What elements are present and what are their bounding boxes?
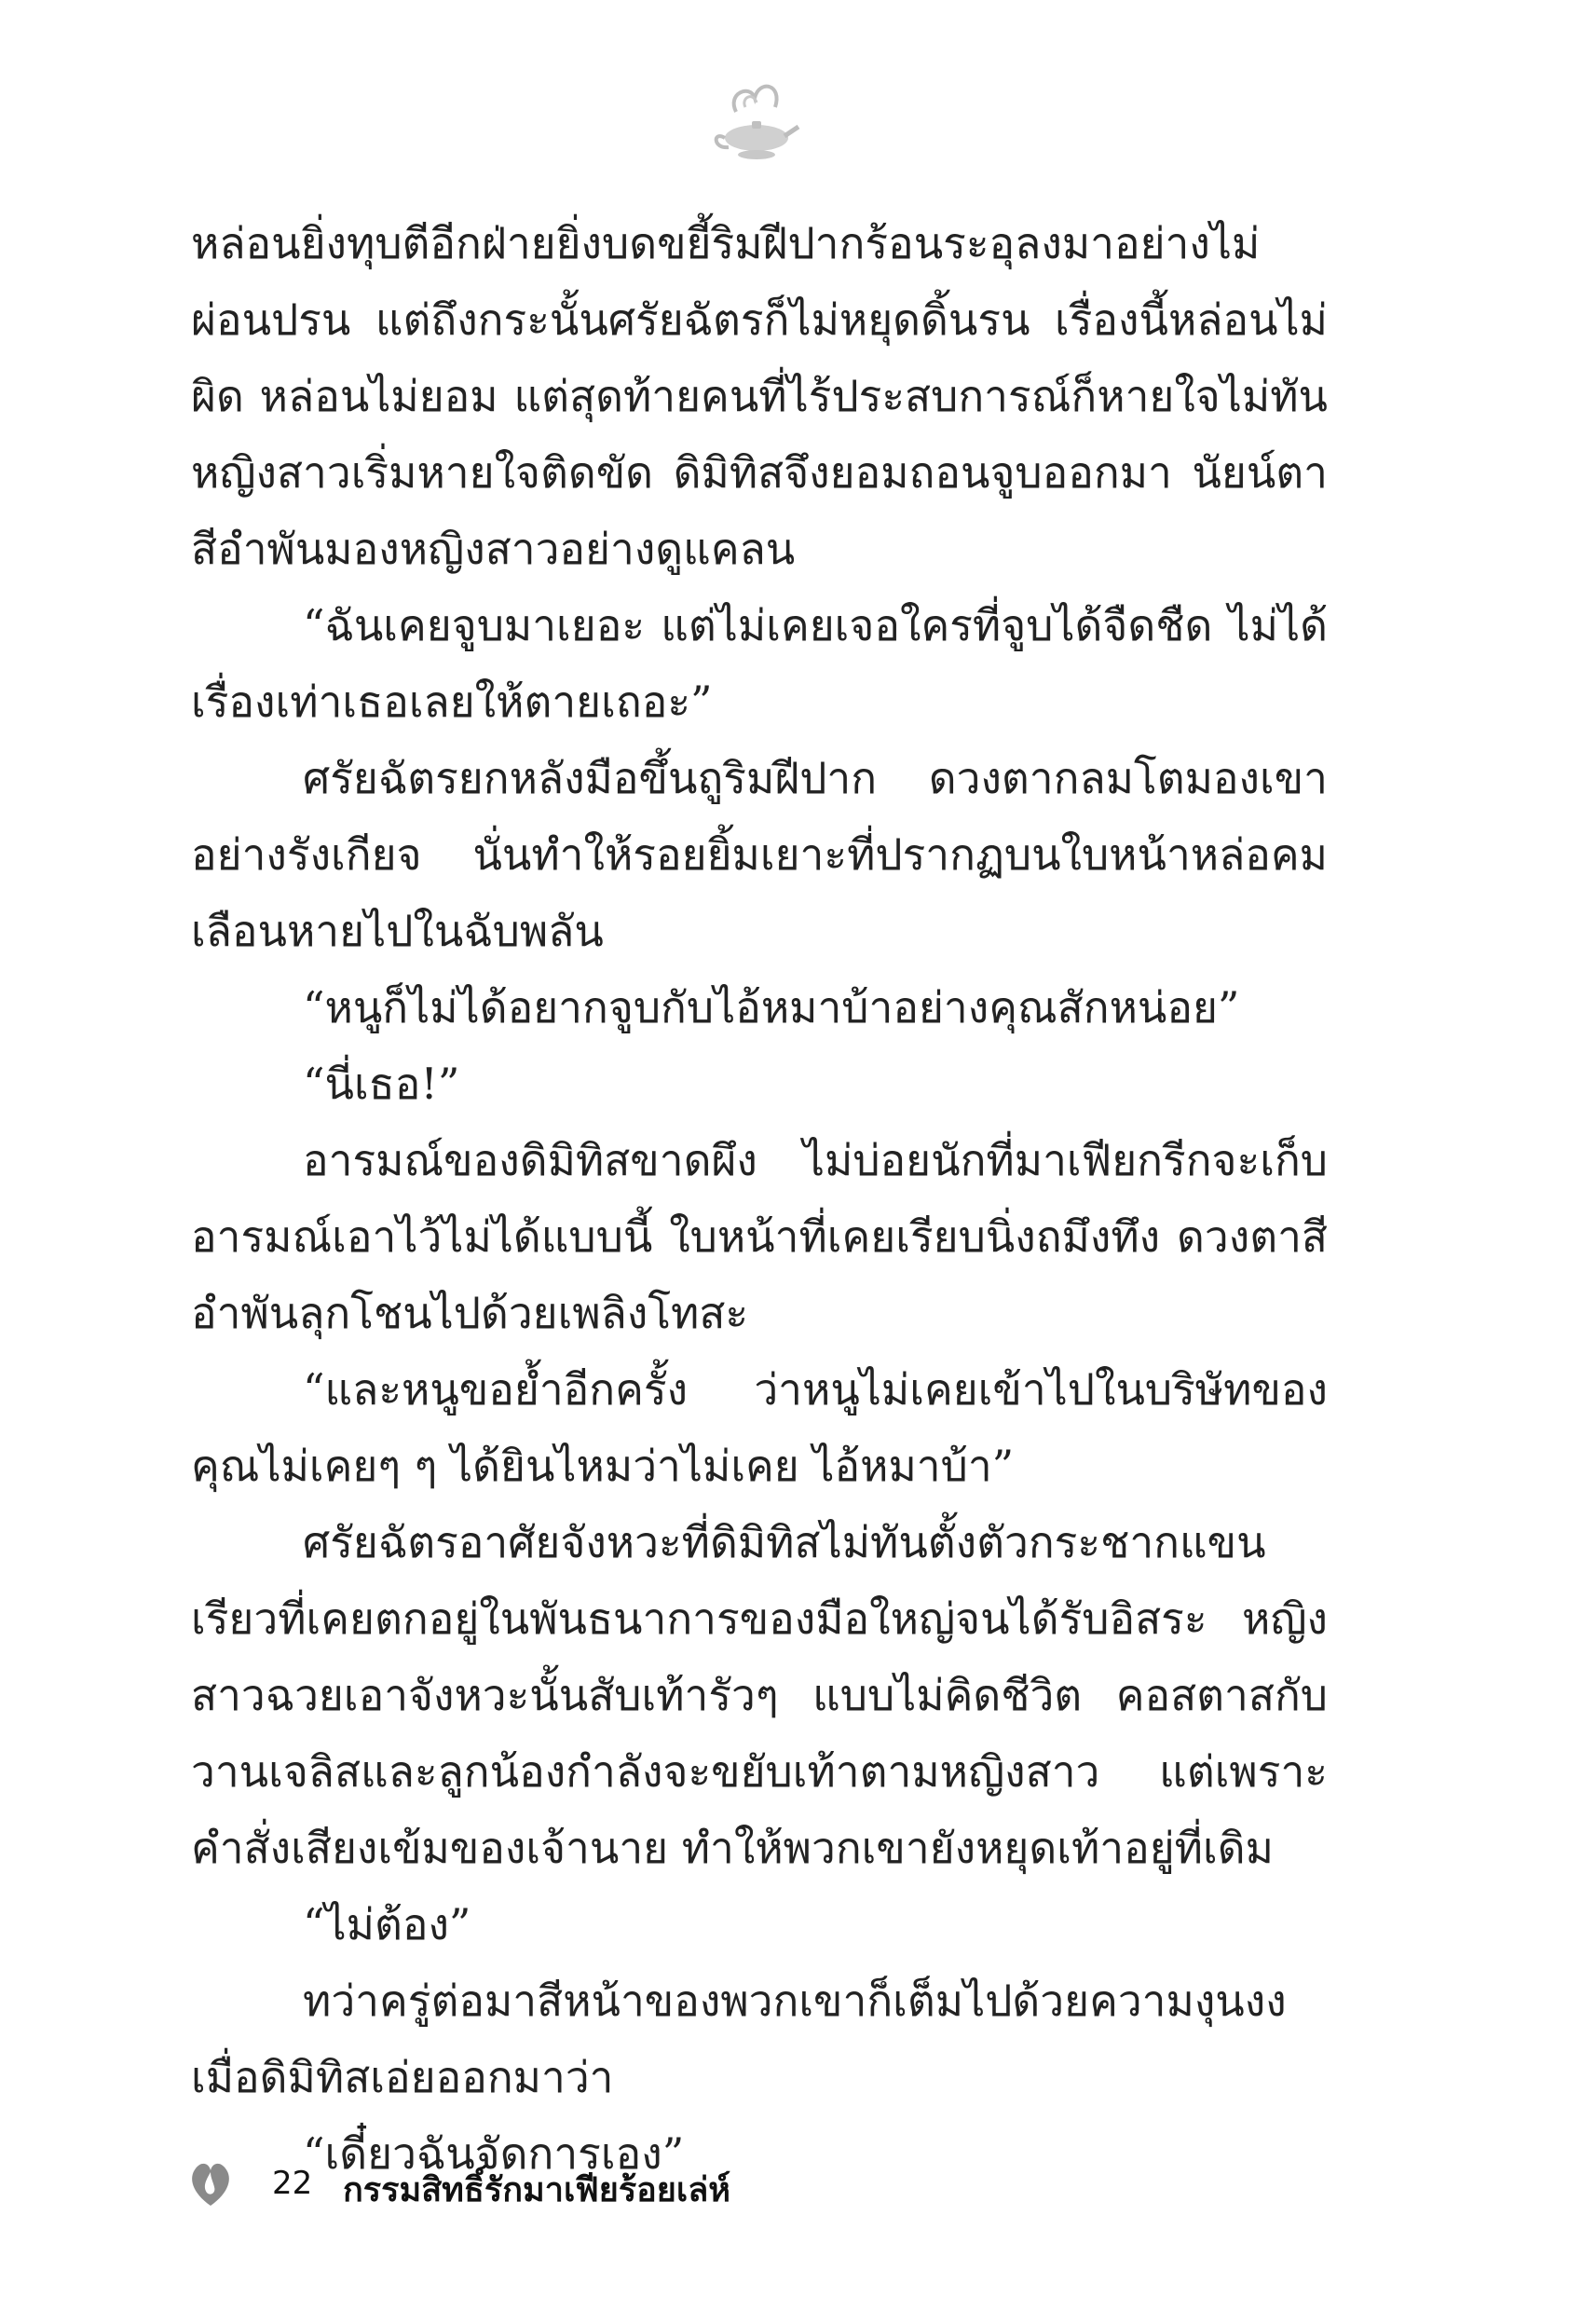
footer bbox=[186, 2157, 1025, 2213]
body-text bbox=[191, 205, 1328, 2192]
paragraph: ทว่าครู่ต่อมาสีหน้าของพวกเขาก็เต็มไปด้วยความงุนงงเมื่อดิมิทิสเอ่ยออกมาว่า bbox=[191, 1976, 1287, 2102]
paragraph: “ฉันเคยจูบมาเยอะ แต่ไม่เคยเจอใครที่จูบได้จืดชืด ไม่ได้เรื่องเท่าเธอเลยให้ตายเถอะ” bbox=[191, 600, 1328, 727]
paragraph: อารมณ์ของดิมิทิสขาดผึง ไม่บ่อยนักที่มาเฟียกรีกจะเก็บอารมณ์เอาไว้ไม่ได้แบบนี้ ใบหน้าที่เคยเรียบนิ่งถมึงทึง ดวงตาสีอำพันลุกโชนไปด้วยเพลิงโทสะ bbox=[191, 1135, 1328, 1338]
paragraph: “เดี๋ยวฉันจัดการเอง” bbox=[303, 2128, 685, 2179]
paragraph: “และหนูขอย้ำอีกครั้ง ว่าหนูไม่เคยเข้าไปในบริษัทของคุณไม่เคยๆ ๆ ได้ยินไหมว่าไม่เคย ไอ้หมาบ้า” bbox=[191, 1364, 1328, 1491]
paragraph: ศรัยฉัตรอาศัยจังหวะที่ดิมิทิสไม่ทันตั้งตัวกระชากแขนเรียวที่เคยตกอยู่ในพันธนาการของมือใหญ่จนได้รับอิสระ หญิงสาวฉวยเอาจังหวะนั้นสับเท้ารัวๆ แบบไม่คิดชีวิต คอสตาสกับวานเจลิสและลูกน้องกำลังจะขยับเท้าตามหญิงสาว แต่เพราะคำสั่งเสียงเข้มของเจ้านาย ทำให้พวกเขายังหยุดเท้าอยู่ที่เดิม bbox=[191, 1517, 1328, 1873]
paragraph: ศรัยฉัตรยกหลังมือขึ้นถูริมฝีปาก ดวงตากลมโตมองเขาอย่างรังเกียจ นั่นทำให้รอยยิ้มเยาะที่ปรากฏบนใบหน้าหล่อคมเลือนหายไปในฉับพลัน bbox=[191, 753, 1328, 956]
paragraph: หล่อนยิ่งทุบตีอีกฝ่ายยิ่งบดขยี้ริมฝีปากร้อนระอุลงมาอย่างไม่ผ่อนปรน แต่ถึงกระนั้นศรัยฉัตรก็ไม่หยุดดิ้นรน เรื่องนี้หล่อนไม่ผิด หล่อนไม่ยอม แต่สุดท้ายคนที่ไร้ประสบการณ์ก็หายใจไม่ทันหญิงสาวเริ่มหายใจติดขัด ดิมิทิสจึงยอมถอนจูบออกมา นัยน์ตาสีอำพันมองหญิงสาวอย่างดูแคลน bbox=[191, 218, 1328, 574]
page-number: 22 bbox=[272, 2165, 313, 2202]
paragraph: “นี่เธอ!” bbox=[303, 1059, 460, 1109]
magic-lamp-icon bbox=[708, 65, 801, 168]
heart-droplet-icon bbox=[186, 2157, 235, 2209]
paragraph: “ไม่ต้อง” bbox=[303, 1899, 471, 1949]
paragraph: “หนูก็ไม่ได้อยากจูบกับไอ้หมาบ้าอย่างคุณสักหน่อย” bbox=[303, 982, 1240, 1032]
book-title: กรรมสิทธิ์รักมาเฟียร้อยเล่ห์ bbox=[343, 2171, 730, 2209]
